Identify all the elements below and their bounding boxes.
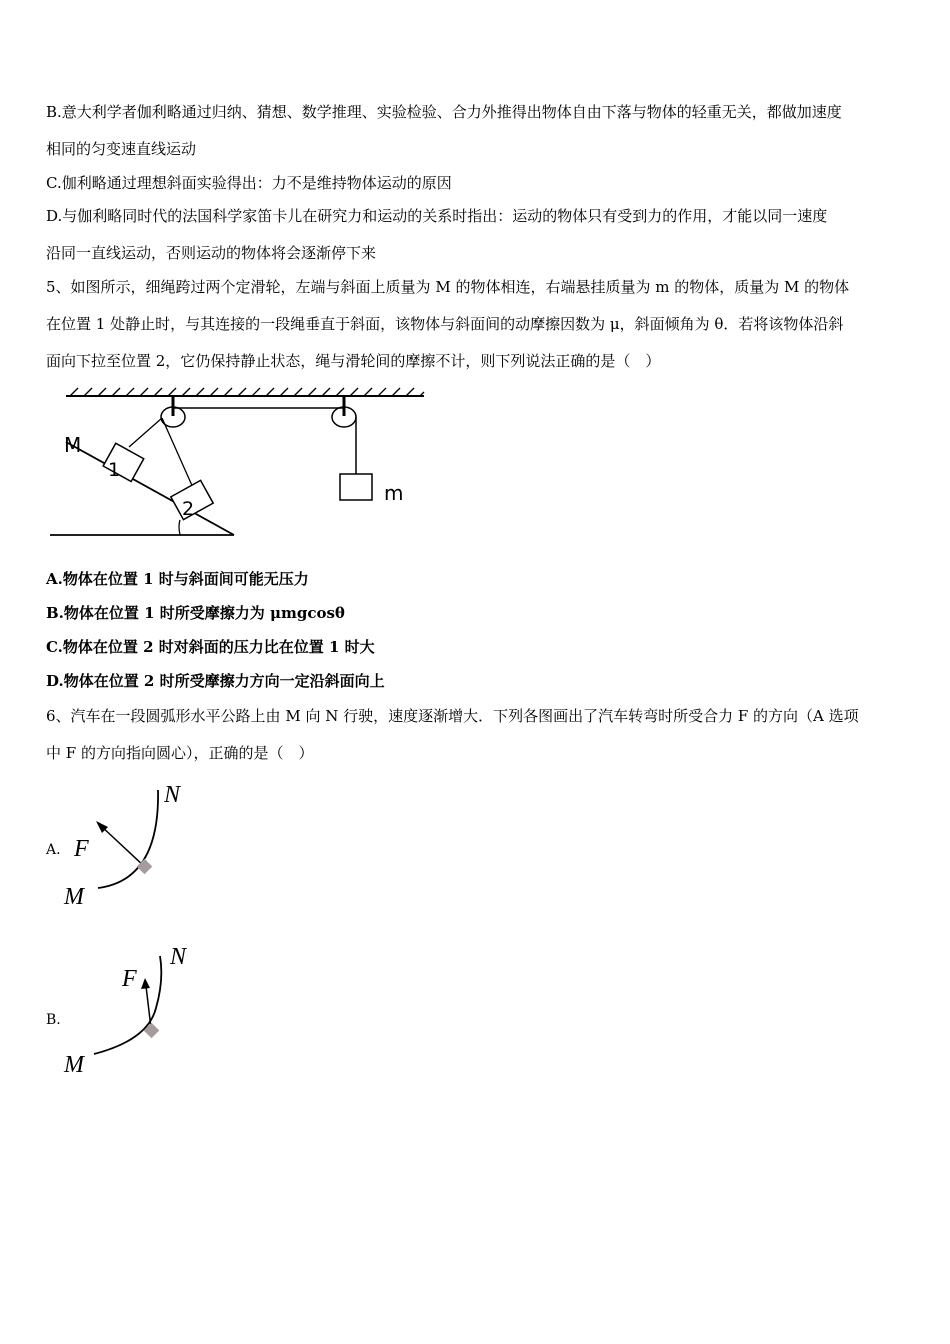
label-N: N: [170, 944, 187, 970]
q6-option-a-figure: [60, 780, 220, 910]
label-F: F: [122, 966, 137, 992]
label-M: M: [64, 433, 82, 457]
option-b-line-2: 相同的匀变速直线运动: [46, 140, 197, 158]
option-d-line-2: 沿同一直线运动，否则运动的物体将会逐渐停下来: [46, 244, 377, 262]
question-6-line-2: 中 F 的方向指向圆心），正确的是（ ）: [46, 744, 314, 762]
q6-option-b-figure: [60, 942, 220, 1077]
label-M: M: [64, 884, 84, 910]
question-5-line-1: 5、如图所示，细绳跨过两个定滑轮，左端与斜面上质量为 M 的物体相连，右端悬挂质量为 m 的物体，质量为 M 的物体: [46, 278, 850, 296]
label-position-1: 1: [108, 459, 121, 481]
car-marker: [144, 1023, 160, 1039]
question-6-line-1: 6、汽车在一段圆弧形水平公路上由 M 向 N 行驶，速度逐渐增大．下列各图画出了汽车转弯时所受合力 F 的方向（A 选项: [46, 707, 859, 725]
label-N: N: [164, 782, 181, 808]
q5-option-b: B.物体在位置 1 时所受摩擦力为 μmgcosθ: [46, 604, 345, 622]
question-5-line-3: 面向下拉至位置 2，它仍保持静止状态，绳与滑轮间的摩擦不计，则下列说法正确的是（ ）: [46, 352, 661, 370]
label-M: M: [64, 1052, 84, 1077]
label-F: F: [74, 836, 89, 862]
q6-option-a-label: A.: [46, 842, 61, 858]
mass-m-box: [340, 474, 372, 500]
label-m: m: [384, 481, 404, 505]
q5-option-a: A.物体在位置 1 时与斜面间可能无压力: [46, 570, 309, 588]
label-position-2: 2: [182, 498, 195, 520]
q5-option-d: D.物体在位置 2 时所受摩擦力方向一定沿斜面向上: [46, 672, 385, 690]
q5-pulley-figure: [44, 382, 434, 552]
question-5-line-2: 在位置 1 处静止时，与其连接的一段绳垂直于斜面，该物体与斜面间的动摩擦因数为 μ，斜面倾角为 θ．若将该物体沿斜: [46, 315, 844, 333]
q6-option-b-label: B.: [46, 1012, 61, 1028]
option-b-line-1: B.意大利学者伽利略通过归纳、猜想、数学推理、实验检验、合力外推得出物体自由下落与物体的轻重无关，都做加速度: [46, 103, 842, 121]
q5-option-c: C.物体在位置 2 时对斜面的压力比在位置 1 时大: [46, 638, 375, 656]
option-c-line: C.伽利略通过理想斜面实验得出：力不是维持物体运动的原因: [46, 174, 452, 192]
option-d-line-1: D.与伽利略同时代的法国科学家笛卡儿在研究力和运动的关系时指出：运动的物体只有受到力的作用，才能以同一速度: [46, 207, 828, 225]
